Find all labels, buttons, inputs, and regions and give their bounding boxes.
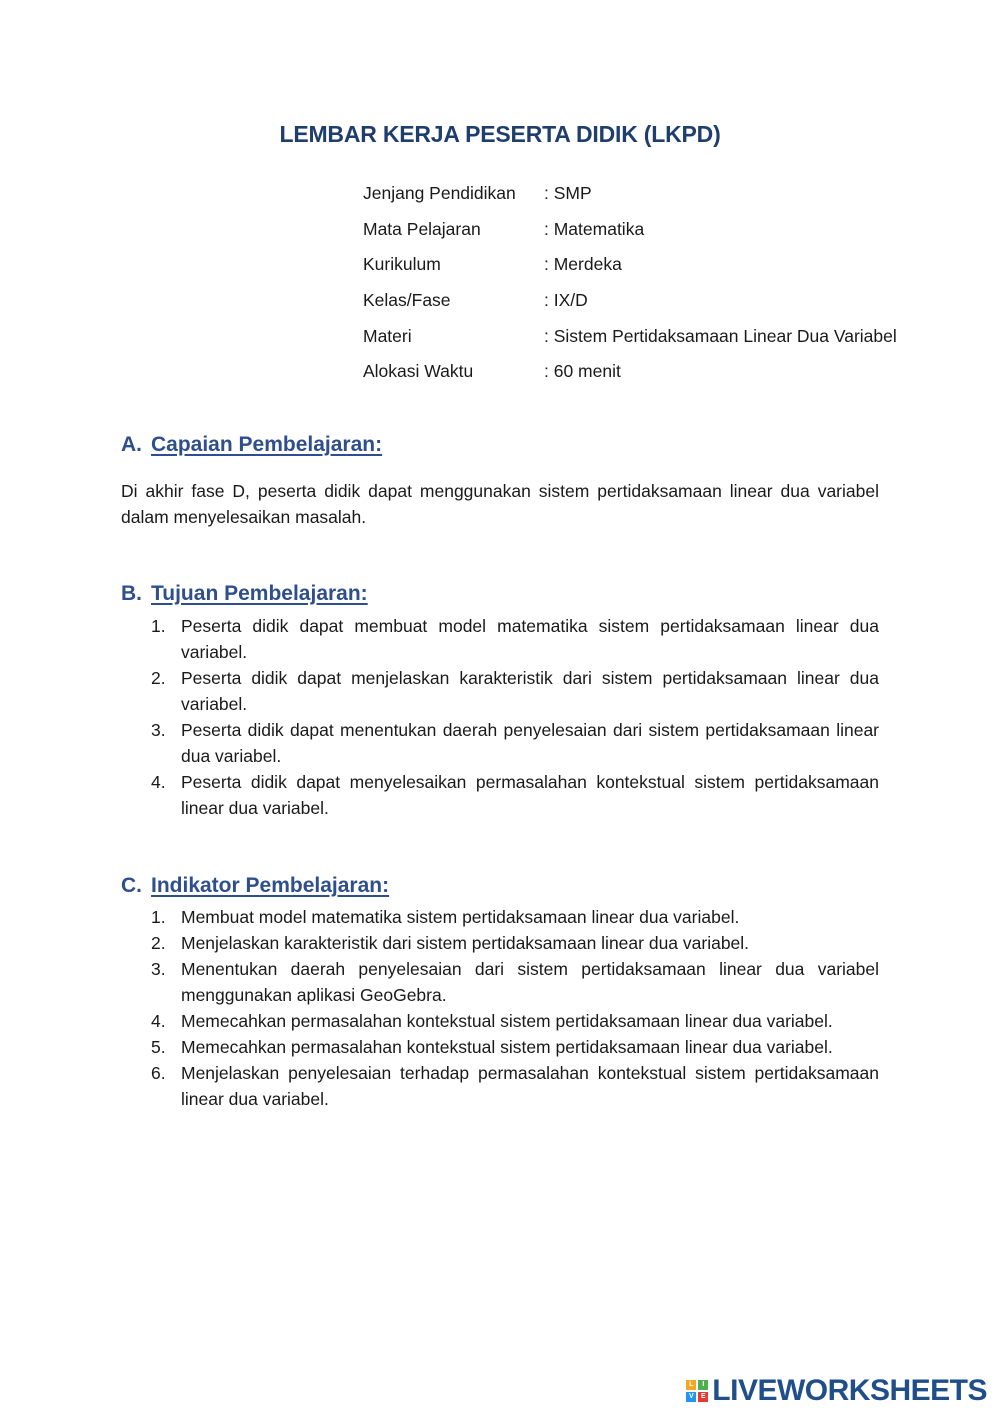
item-number: 4. bbox=[151, 1011, 166, 1031]
item-number: 1. bbox=[151, 616, 166, 636]
info-value: : IX/D bbox=[544, 290, 588, 311]
logo-tile: V bbox=[686, 1392, 696, 1402]
section-title: Capaian Pembelajaran: bbox=[151, 433, 383, 456]
info-label: Kelas/Fase bbox=[363, 290, 451, 311]
list-item bbox=[151, 1060, 879, 1112]
item-number: 6. bbox=[151, 1063, 166, 1083]
info-label: Mata Pelajaran bbox=[363, 218, 481, 239]
indikator-list bbox=[151, 904, 879, 1112]
info-row-kelas bbox=[363, 283, 923, 319]
info-label: Materi bbox=[363, 325, 412, 346]
section-letter: A. bbox=[121, 433, 142, 456]
list-item bbox=[151, 665, 879, 717]
info-label: Jenjang Pendidikan bbox=[363, 183, 516, 204]
item-number: 3. bbox=[151, 959, 166, 979]
list-item bbox=[151, 1008, 879, 1034]
item-number: 3. bbox=[151, 720, 166, 740]
item-text: Peserta didik dapat menentukan daerah penyelesaian dari sistem pertidaksamaan linear dua variabel. bbox=[181, 720, 879, 766]
item-text: Memecahkan permasalahan kontekstual sistem pertidaksamaan linear dua variabel. bbox=[181, 1037, 833, 1057]
capaian-paragraph: Di akhir fase D, peserta didik dapat menggunakan sistem pertidaksamaan linear dua variabel dalam menyelesaikan masalah. bbox=[121, 481, 879, 527]
section-letter: B. bbox=[121, 582, 142, 605]
info-value: : Merdeka bbox=[544, 254, 622, 275]
liveworksheets-logo-icon bbox=[686, 1380, 708, 1402]
list-item bbox=[151, 717, 879, 769]
item-number: 4. bbox=[151, 772, 166, 792]
item-number: 2. bbox=[151, 668, 166, 688]
list-item bbox=[151, 904, 879, 930]
list-item bbox=[151, 613, 879, 665]
brand-name: LIVEWORKSHEETS bbox=[712, 1374, 987, 1407]
page-title: LEMBAR KERJA PESERTA DIDIK (LKPD) bbox=[279, 121, 721, 147]
info-label: Alokasi Waktu bbox=[363, 361, 474, 382]
tujuan-list bbox=[151, 613, 879, 821]
liveworksheets-brand bbox=[686, 1374, 987, 1408]
info-row-jenjang bbox=[363, 176, 923, 212]
info-row-materi bbox=[363, 318, 923, 354]
item-text: Menjelaskan karakteristik dari sistem pertidaksamaan linear dua variabel. bbox=[181, 933, 750, 953]
list-item bbox=[151, 1034, 879, 1060]
section-title: Indikator Pembelajaran: bbox=[151, 874, 390, 897]
item-text: Menentukan daerah penyelesaian dari sistem pertidaksamaan linear dua variabel menggunakan aplikasi GeoGebra. bbox=[181, 959, 879, 1005]
section-letter: C. bbox=[121, 874, 142, 897]
item-number: 2. bbox=[151, 933, 166, 953]
item-number: 5. bbox=[151, 1037, 166, 1057]
list-item bbox=[151, 956, 879, 1008]
list-item bbox=[151, 769, 879, 821]
list-item bbox=[151, 930, 879, 956]
info-row-kurikulum bbox=[363, 247, 923, 283]
logo-tile: E bbox=[698, 1392, 708, 1402]
info-row-alokasi bbox=[363, 354, 923, 390]
section-title: Tujuan Pembelajaran: bbox=[151, 582, 368, 605]
info-value: : 60 menit bbox=[544, 361, 621, 382]
item-text: Peserta didik dapat menyelesaikan permasalahan kontekstual sistem pertidaksamaan linear dua variabel. bbox=[181, 772, 879, 818]
logo-tile: L bbox=[686, 1380, 696, 1390]
item-text: Membuat model matematika sistem pertidaksamaan linear dua variabel. bbox=[181, 907, 740, 927]
info-table bbox=[363, 176, 923, 390]
item-text: Peserta didik dapat membuat model matematika sistem pertidaksamaan linear dua variabel. bbox=[181, 616, 879, 662]
logo-tile: I bbox=[698, 1380, 708, 1390]
item-text: Menjelaskan penyelesaian terhadap permasalahan kontekstual sistem pertidaksamaan linear dua variabel. bbox=[181, 1063, 879, 1109]
info-row-mapel bbox=[363, 212, 923, 248]
info-label: Kurikulum bbox=[363, 254, 441, 275]
section-a-heading bbox=[121, 433, 382, 457]
section-c-heading bbox=[121, 874, 389, 898]
info-value: : Matematika bbox=[544, 218, 645, 239]
info-value: : Sistem Pertidaksamaan Linear Dua Variabel bbox=[544, 325, 897, 346]
item-number: 1. bbox=[151, 907, 166, 927]
item-text: Memecahkan permasalahan kontekstual sistem pertidaksamaan linear dua variabel. bbox=[181, 1011, 833, 1031]
item-text: Peserta didik dapat menjelaskan karakteristik dari sistem pertidaksamaan linear dua variabel. bbox=[181, 668, 879, 714]
section-b-heading bbox=[121, 582, 368, 606]
info-value: : SMP bbox=[544, 183, 592, 204]
